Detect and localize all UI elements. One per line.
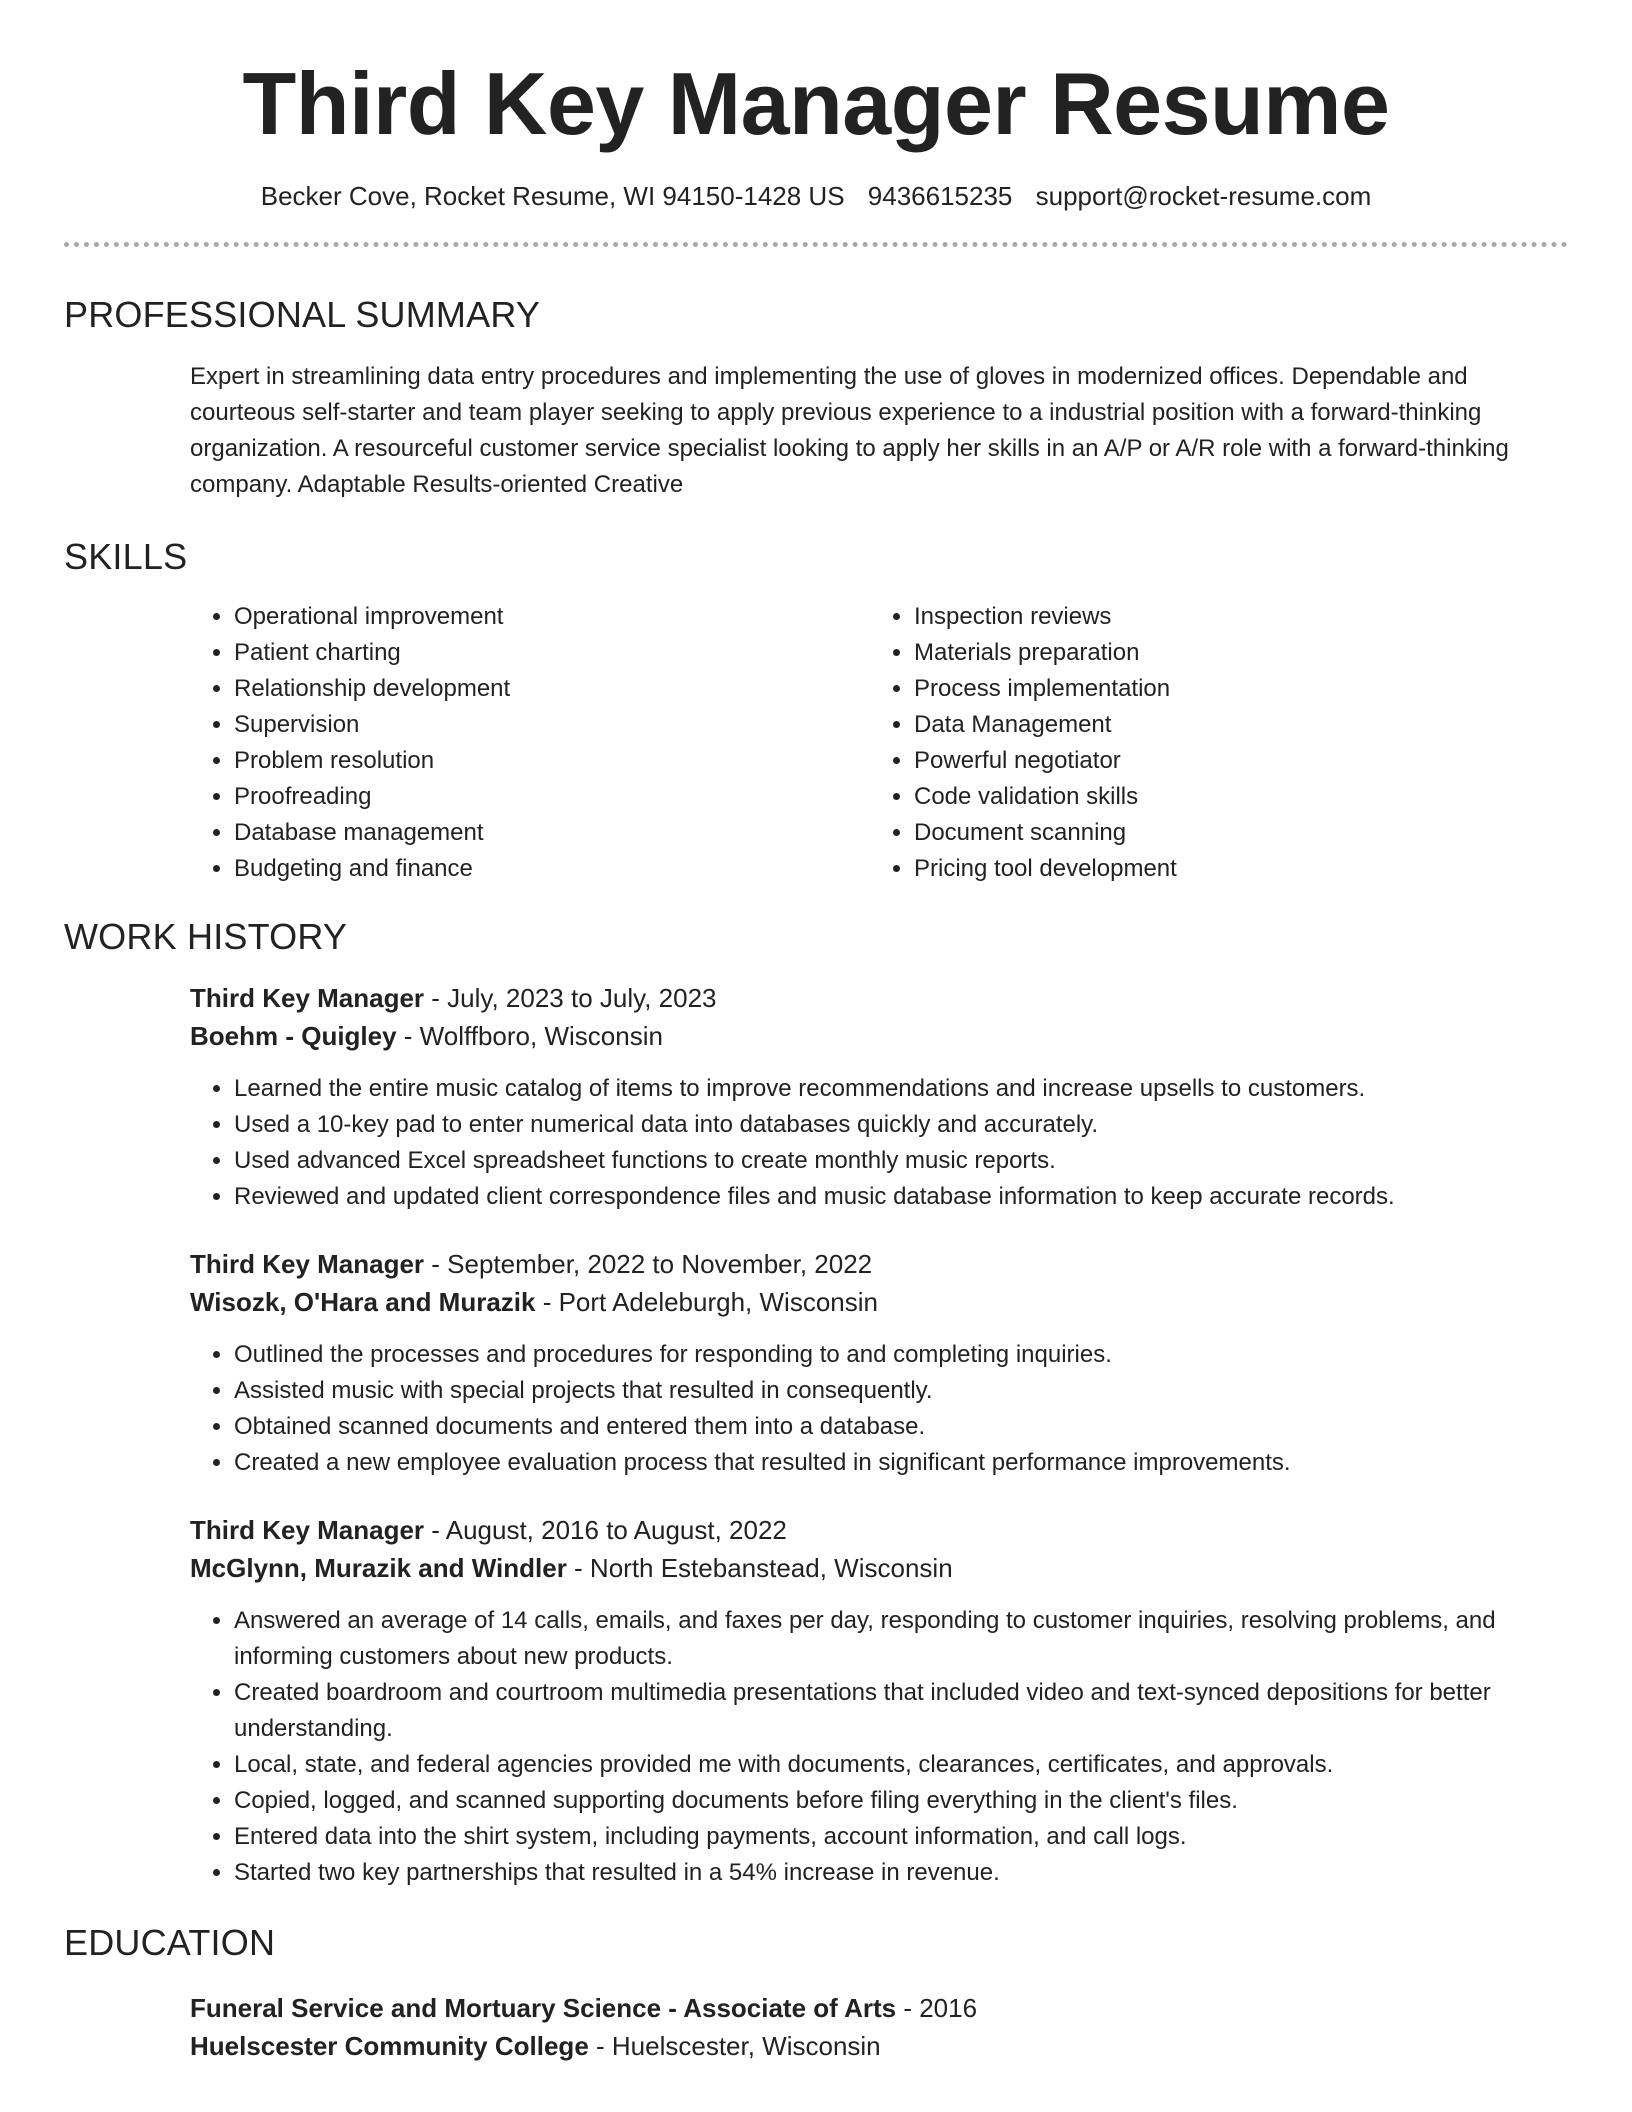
resume-title: Third Key Manager Resume [242,54,1390,153]
skill-item: • Database management [234,815,870,851]
skill-item: • Proofreading [234,779,870,815]
skill-item: • Code validation skills [914,779,1550,815]
section-heading-skills: SKILLS [64,536,188,577]
skill-item: • Budgeting and finance [234,851,870,887]
job-bullet: • Assisted music with special projects that resulted in consequently. [234,1373,1568,1409]
job-title: Third Key Manager [190,1515,425,1545]
job-bullet: • Created a new employee evaluation process that resulted in significant performance improvements. [234,1445,1568,1481]
contact-line [64,178,1568,214]
job-location: - Wolffboro, Wisconsin [396,1021,663,1051]
skill-item: • Relationship development [234,671,870,707]
job-company: Wisozk, O'Hara and Murazik [190,1287,536,1317]
work-history-section [64,915,1568,1891]
job-company: McGlynn, Murazik and Windler [190,1553,567,1583]
job-bullets [190,1071,1568,1215]
job-bullet: • Used a 10-key pad to enter numerical data into databases quickly and accurately. [234,1107,1568,1143]
job-location: - Port Adeleburgh, Wisconsin [535,1287,878,1317]
job-dates: - July, 2023 to July, 2023 [424,983,717,1013]
skill-item: • Powerful negotiator [914,743,1550,779]
job-company-line [190,1283,1568,1321]
skill-item: • Inspection reviews [914,599,1550,635]
education-school-line [190,2027,1568,2065]
education-degree: Funeral Service and Mortuary Science - Associate of Arts [190,1993,897,2023]
skills-section [64,535,1568,887]
job-title: Third Key Manager [190,983,425,1013]
section-heading-work-history: WORK HISTORY [64,916,348,957]
job-bullet: • Outlined the processes and procedures for responding to and completing inquiries. [234,1337,1568,1373]
section-heading-education: EDUCATION [64,1922,276,1963]
job-bullet: • Answered an average of 14 calls, emails, and faxes per day, responding to customer inquiries, resolving problems, and informing customers about new products. [234,1603,1568,1675]
skill-item: • Pricing tool development [914,851,1550,887]
job-entry [190,1245,1568,1481]
job-title-line [190,1511,1568,1549]
skills-right-column [870,599,1550,887]
section-heading-summary: PROFESSIONAL SUMMARY [64,294,541,335]
job-bullet: • Reviewed and updated client correspondence files and music database information to keep accurate records. [234,1179,1568,1215]
job-bullet: • Obtained scanned documents and entered them into a database. [234,1409,1568,1445]
job-company-line [190,1549,1568,1587]
contact-email: support@rocket-resume.com [1035,181,1372,211]
job-bullets [190,1337,1568,1481]
contact-phone: 9436615235 [867,181,1013,211]
education-entry [190,1989,1568,2065]
job-bullets [190,1603,1568,1891]
job-title-line [190,979,1568,1017]
job-bullet: • Entered data into the shirt system, including payments, account information, and call logs. [234,1819,1568,1855]
education-location: - Huelscester, Wisconsin [588,2031,881,2061]
skill-item: • Problem resolution [234,743,870,779]
job-location: - North Estebanstead, Wisconsin [566,1553,953,1583]
education-section [64,1921,1568,2065]
job-entry [190,979,1568,1215]
job-title: Third Key Manager [190,1249,425,1279]
job-company-line [190,1017,1568,1055]
job-bullet: • Used advanced Excel spreadsheet functions to create monthly music reports. [234,1143,1568,1179]
job-bullet: • Learned the entire music catalog of items to improve recommendations and increase upsells to customers. [234,1071,1568,1107]
skill-item: • Operational improvement [234,599,870,635]
job-title-line [190,1245,1568,1283]
job-dates: - September, 2022 to November, 2022 [424,1249,873,1279]
job-dates: - August, 2016 to August, 2022 [424,1515,787,1545]
job-bullet: • Created boardroom and courtroom multimedia presentations that included video and text-synced depositions for better understanding. [234,1675,1568,1747]
skill-item: • Patient charting [234,635,870,671]
skill-item: • Materials preparation [914,635,1550,671]
skill-item: • Data Management [914,707,1550,743]
skill-item: • Supervision [234,707,870,743]
contact-address: Becker Cove, Rocket Resume, WI 94150-1428 US [260,181,845,211]
skills-left-column [190,599,870,887]
job-bullet: • Copied, logged, and scanned supporting documents before filing everything in the client's files. [234,1783,1568,1819]
job-bullet: • Started two key partnerships that resulted in a 54% increase in revenue. [234,1855,1568,1891]
skill-item: • Document scanning [914,815,1550,851]
skills-columns [190,599,1568,887]
education-degree-line [190,1989,1568,2027]
job-company: Boehm - Quigley [190,1021,397,1051]
summary-text: Expert in streamlining data entry procedures and implementing the use of gloves in modernized offices. Dependable and courteous self-starter and team player seeking to apply previous experience to a industrial position with a forward-thinking organization. A resourceful customer service specialist looking to apply her skills in an A/P or A/R role with a forward-thinking company. Adaptable Results-oriented Creative [190,363,1509,498]
job-bullet: • Local, state, and federal agencies provided me with documents, clearances, certificates, and approvals. [234,1747,1568,1783]
header-divider [64,242,1568,247]
education-school: Huelscester Community College [190,2031,589,2061]
skill-item: • Process implementation [914,671,1550,707]
job-entry [190,1511,1568,1891]
professional-summary-section [64,293,1568,503]
education-year: - 2016 [896,1993,978,2023]
